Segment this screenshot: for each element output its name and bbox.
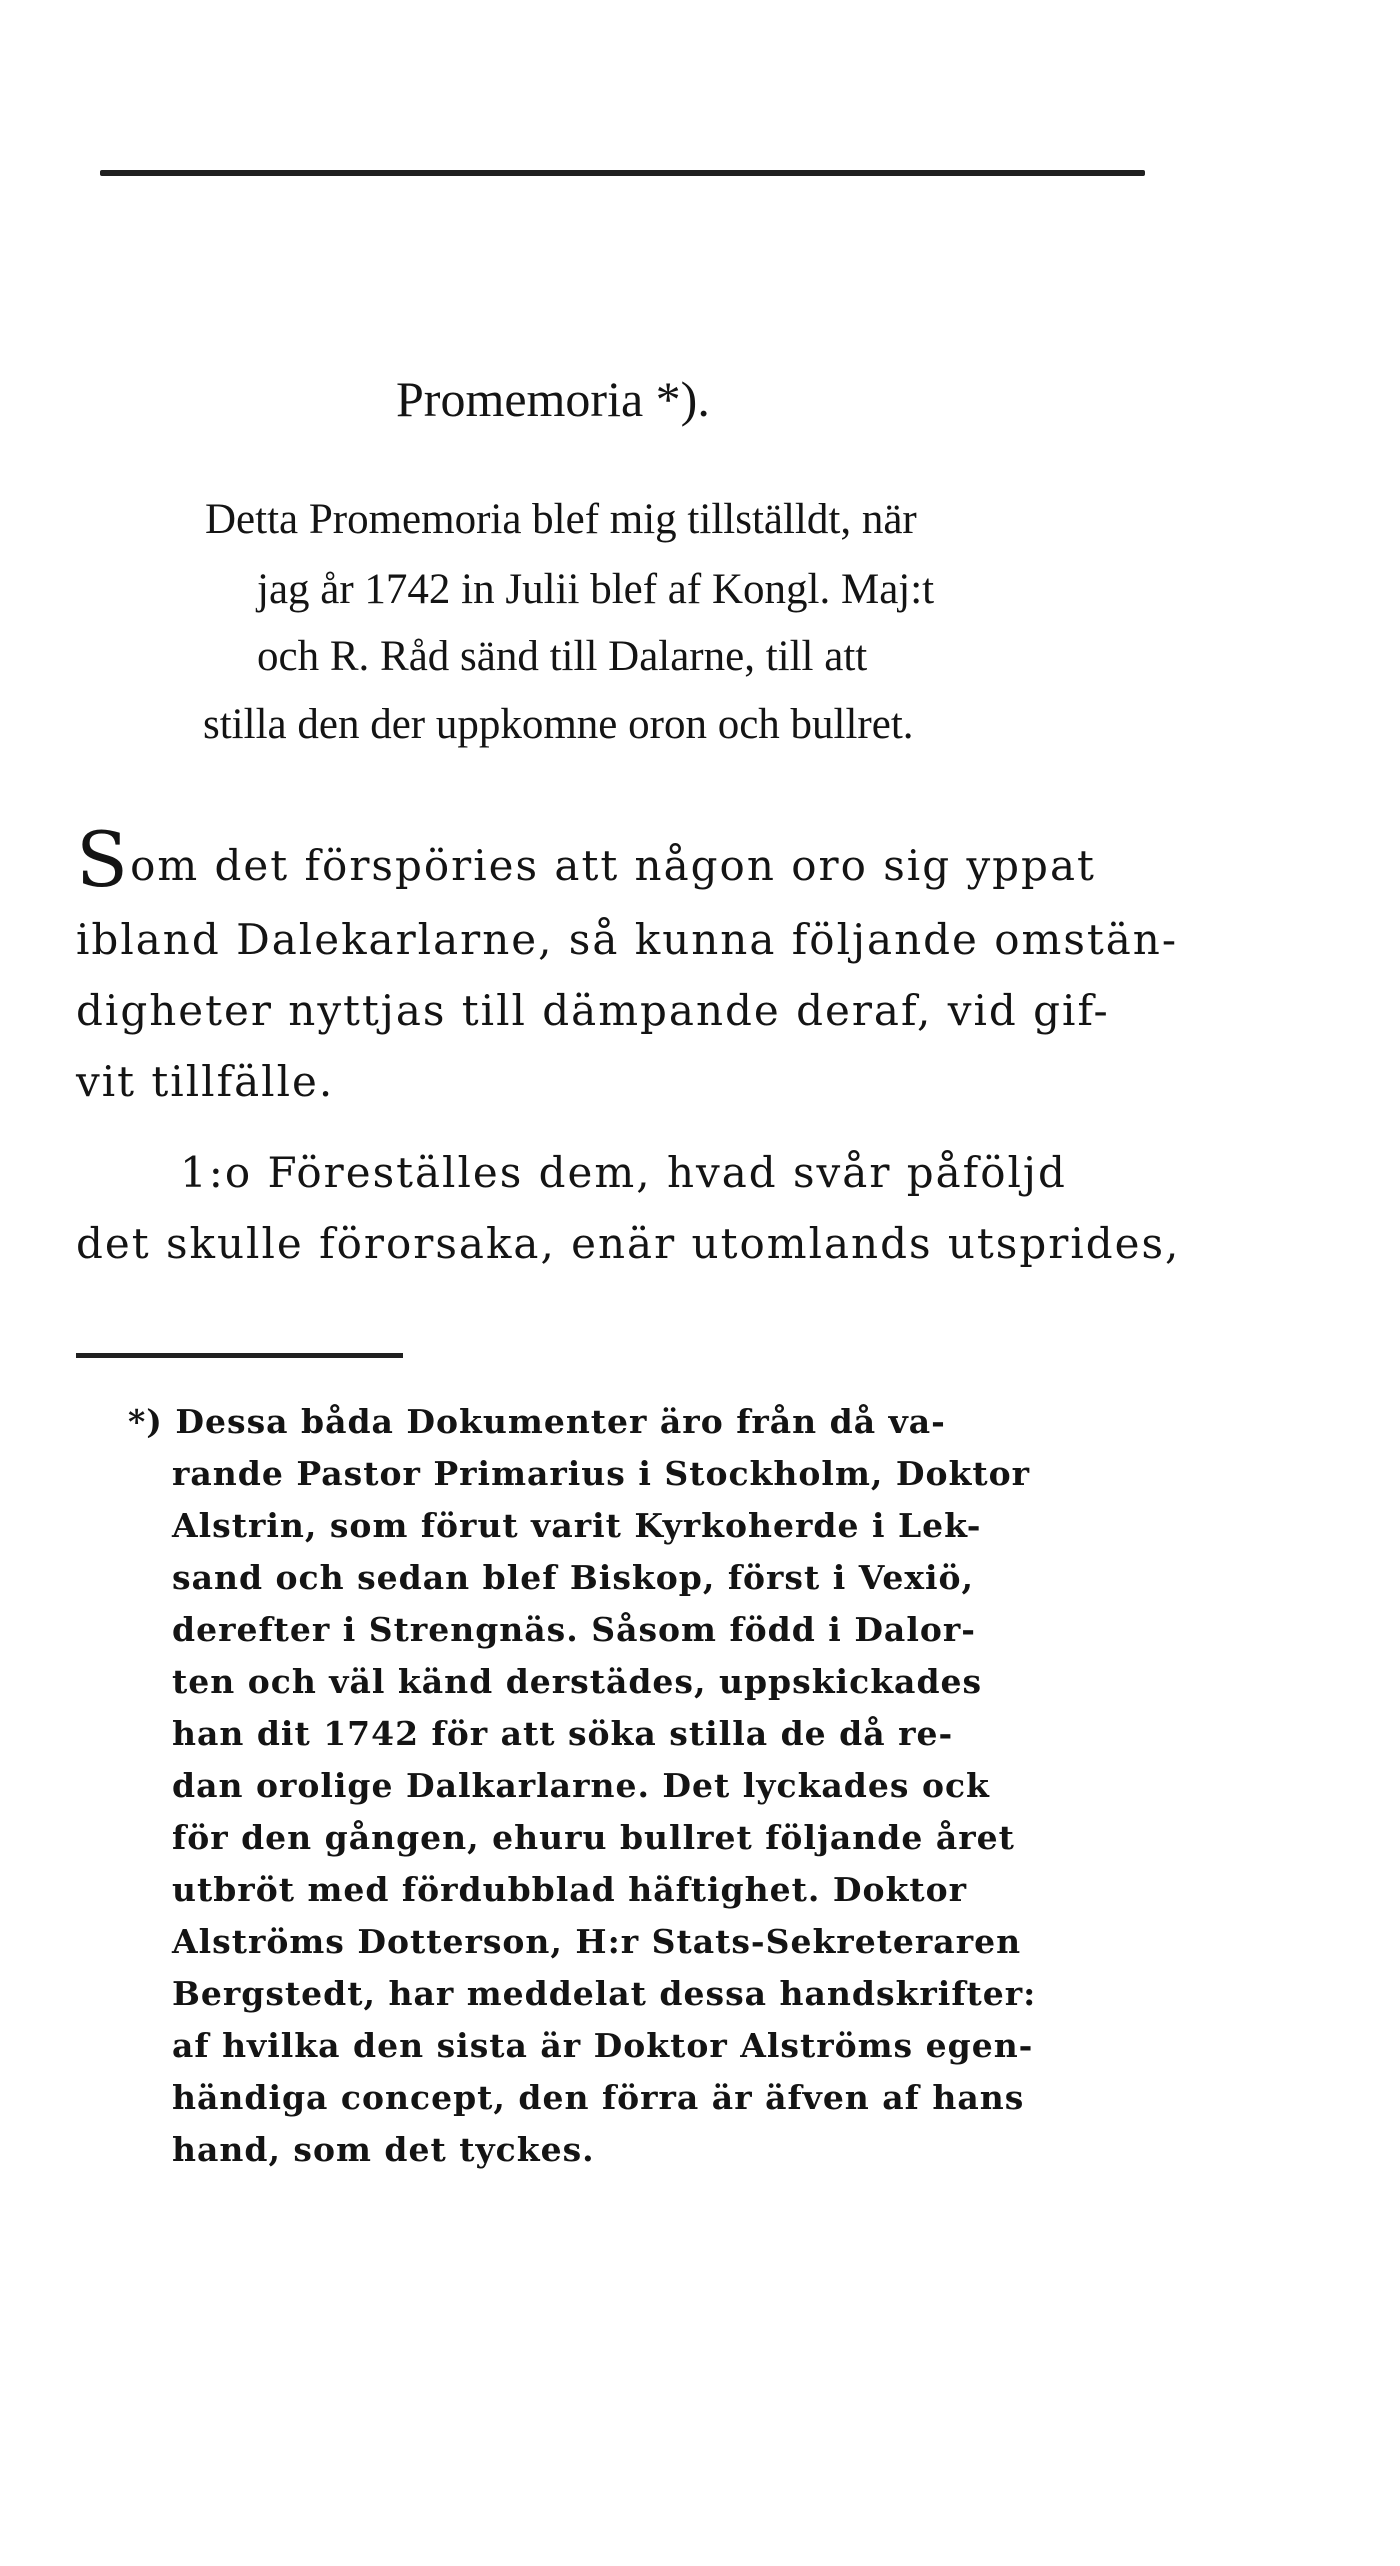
intro-line: jag år 1742 in Julii blef af Kongl. Maj:t xyxy=(257,566,935,613)
body-line: 1:o Föreställes dem, hvad svår påföljd xyxy=(180,1148,1067,1197)
body-line: ibland Dalekarlarne, så kunna följande omstän- xyxy=(76,915,1179,964)
footnote-line-text: Dessa båda Dokumenter äro från då va- xyxy=(175,1402,946,1441)
footnote-line: dan orolige Dalkarlarne. Det lyckades ock xyxy=(172,1766,990,1805)
footnote-line: Alströms Dotterson, H:r Stats-Sekreteraren xyxy=(172,1922,1022,1961)
footnote-rule xyxy=(76,1353,403,1358)
footnote-line xyxy=(128,1402,946,1441)
top-rule xyxy=(100,170,1145,176)
body-line: vit tillfälle. xyxy=(76,1057,335,1106)
page-title: Promemoria *). xyxy=(396,371,710,427)
footnote-line: hand, som det tyckes. xyxy=(172,2130,595,2169)
footnote-line: Bergstedt, har meddelat dessa handskrifter: xyxy=(172,1974,1037,2013)
footnote-line: för den gången, ehuru bullret följande året xyxy=(172,1818,1015,1857)
footnote-line: han dit 1742 för att söka stilla de då re- xyxy=(172,1714,954,1753)
body-first-line: om det förspöries att någon oro sig yppat xyxy=(130,841,1096,890)
body-line: digheter nyttjas till dämpande deraf, vid gif- xyxy=(76,986,1110,1035)
footnote-line: rande Pastor Primarius i Stockholm, Doktor xyxy=(172,1454,1030,1493)
footnote-line: af hvilka den sista är Doktor Alströms egen- xyxy=(172,2026,1034,2065)
footnote-line: ten och väl känd derstädes, uppskickades xyxy=(172,1662,983,1701)
footnote-line: derefter i Strengnäs. Såsom född i Dalor- xyxy=(172,1610,976,1649)
footnote-line: utbröt med fördubblad häftighet. Doktor xyxy=(172,1870,967,1909)
footnote-marker: *) xyxy=(128,1402,163,1441)
drop-cap: S xyxy=(76,815,131,904)
footnote-line: Alstrin, som förut varit Kyrkoherde i Lek- xyxy=(172,1506,982,1545)
intro-line: och R. Råd sänd till Dalarne, till att xyxy=(257,633,868,680)
body-line xyxy=(76,815,1096,904)
footnote-line: händiga concept, den förra är äfven af hans xyxy=(172,2078,1025,2117)
footnote-line: sand och sedan blef Biskop, först i Vexiö, xyxy=(172,1558,975,1597)
intro-line: Detta Promemoria blef mig tillställdt, när xyxy=(205,496,917,543)
intro-line: stilla den der uppkomne oron och bullret. xyxy=(203,701,914,748)
body-line: det skulle förorsaka, enär utomlands utsprides, xyxy=(76,1219,1181,1268)
